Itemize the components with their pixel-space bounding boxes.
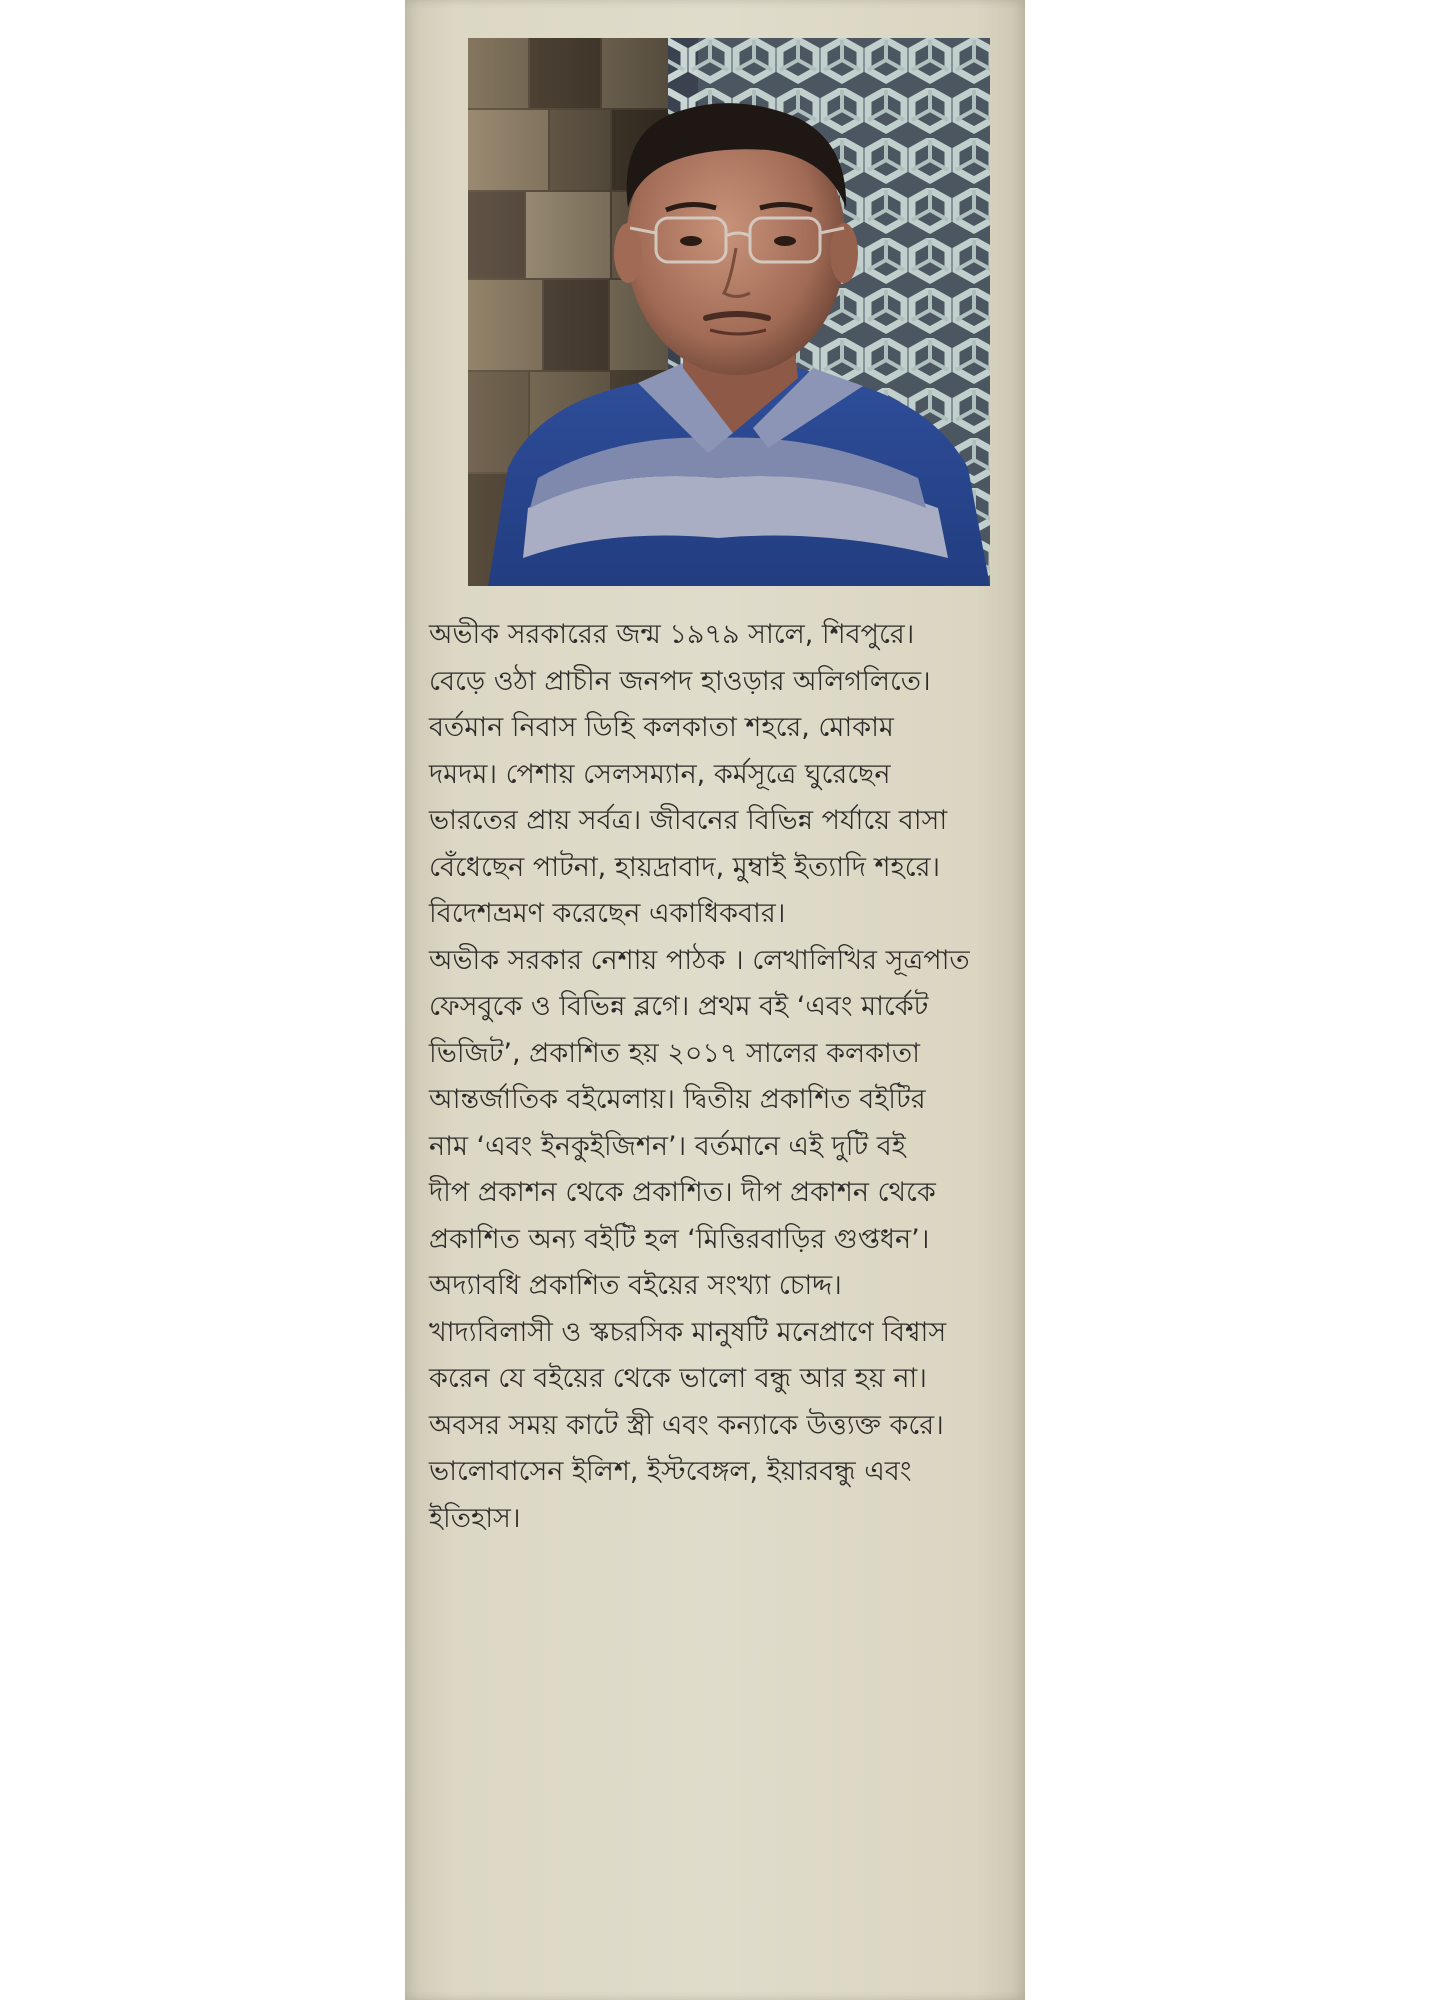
bio-line: বেড়ে ওঠা প্রাচীন জনপদ হাওড়ার অলিগলিতে। <box>429 665 931 697</box>
bio-line: খাদ্যবিলাসী ও স্কচরসিক মানুষটি মনেপ্রাণে বিশ্বাস <box>429 1316 947 1348</box>
bio-line: নাম ‘এবং ইনকুইজিশন’। বর্তমানে এই দুটি বই <box>429 1130 906 1162</box>
bio-line: ভালোবাসেন ইলিশ, ইস্টবেঙ্গল, ইয়ারবন্ধু এবং <box>429 1456 912 1487</box>
author-photo-image <box>468 38 990 586</box>
bio-line: ভিজিট’, প্রকাশিত হয় ২০১৭ সালের কলকাতা <box>429 1037 920 1069</box>
bio-line: অদ্যাবধি প্রকাশিত বইয়ের সংখ্যা চোদ্দ। <box>429 1270 842 1301</box>
author-bio <box>429 612 1014 1542</box>
bio-line: অবসর সময় কাটে স্ত্রী এবং কন্যাকে উত্ত্যক্ত করে। <box>429 1409 944 1441</box>
author-photo <box>468 38 990 586</box>
bio-line: করেন যে বইয়ের থেকে ভালো বন্ধু আর হয় না। <box>429 1363 927 1394</box>
bio-line: অভীক সরকারের জন্ম ১৯৭৯ সালে, শিবপুরে। <box>429 619 915 650</box>
bio-line: আন্তর্জাতিক বইমেলায়। দ্বিতীয় প্রকাশিত বইটির <box>429 1084 926 1115</box>
bio-line: ফেসবুকে ও বিভিন্ন ব্লগে। প্রথম বই ‘এবং মার্কেট <box>429 991 929 1022</box>
bio-line: বিদেশভ্রমণ করেছেন একাধিকবার। <box>429 898 786 929</box>
bio-line: ইতিহাস। <box>429 1502 521 1534</box>
bio-line: বর্তমান নিবাস ডিহি কলকাতা শহরে, মোকাম <box>429 712 894 743</box>
book-back-flap <box>405 0 1025 2000</box>
bio-line: প্রকাশিত অন্য বইটি হল ‘মিত্তিরবাড়ির গুপ্তধন’। <box>429 1223 930 1255</box>
bio-line: দমদম। পেশায় সেলসম্যান, কর্মসূত্রে ঘুরেছেন <box>429 758 891 790</box>
bio-line: ভারতের প্রায় সর্বত্র। জীবনের বিভিন্ন পর্যায়ে বাসা <box>429 805 948 836</box>
bio-line: দীপ প্রকাশন থেকে প্রকাশিত। দীপ প্রকাশন থেকে <box>429 1177 936 1208</box>
bio-line: অভীক সরকার নেশায় পাঠক । লেখালিখির সূত্রপাত <box>429 944 970 976</box>
bio-line: বেঁধেছেন পাটনা, হায়দ্রাবাদ, মুম্বাই ইত্যাদি শহরে। <box>429 851 941 883</box>
